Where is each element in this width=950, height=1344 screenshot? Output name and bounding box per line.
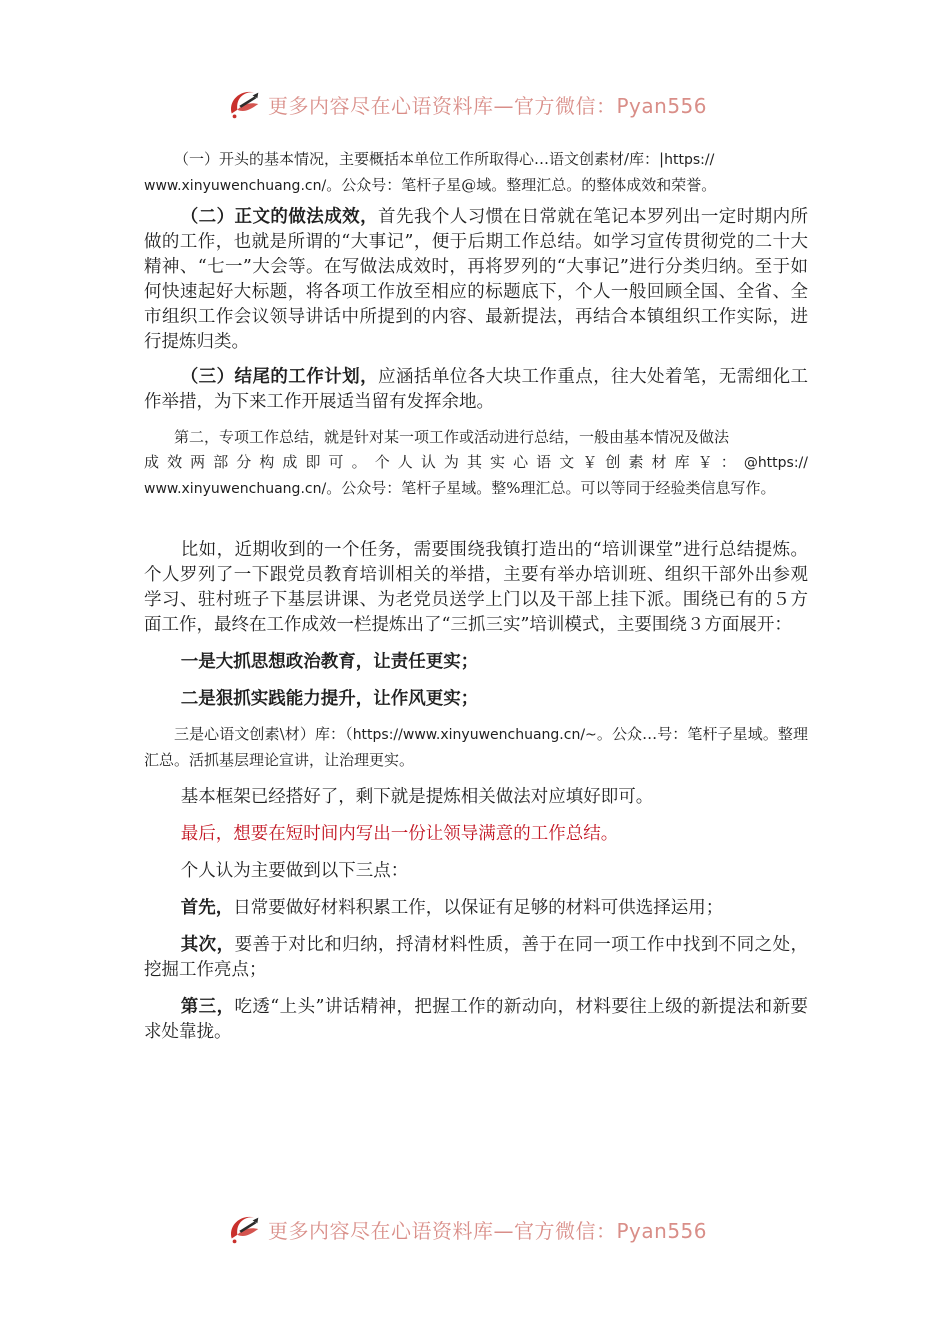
p4-text-rest: 。公众号：笔杆子星域。整%理汇总。可以等同于经验类信息写作。 (326, 479, 776, 497)
p4-url-a: @https:// (743, 455, 808, 471)
paragraph-framework: 基本框架已经搭好了，剩下就是提炼相关做法对应填好即可。 (180, 787, 654, 807)
point-one-text: 一是大抓思想政治教育，让责任更实； (180, 652, 479, 672)
paragraph-three-points: 个人认为主要做到以下三点： (180, 861, 409, 881)
p4-line-2 (144, 450, 808, 476)
paragraph-special-summary (144, 425, 808, 502)
point-third-text: 吃透“上头”讲话精神，把握工作的新动向，材料要往上级的新提法和新要求处靠拢。 (144, 997, 808, 1042)
paragraph-main-text-method (144, 205, 808, 355)
point-three-text-b: 。公众…号：笔杆子星域。整理汇总。活抓基层理论宣讲，让治理更实。 (144, 725, 808, 769)
p4-url-b: www.xinyuwenchuang.cn/ (144, 481, 327, 497)
point-three-url: https://www.xinyuwenchuang.cn/~ (352, 727, 597, 743)
footer-banner (0, 1209, 950, 1249)
p1-text-a: （一）开头的基本情况，主要概括本单位工作所取得心…语文创素材/库：| (174, 150, 665, 168)
point-one (144, 650, 808, 675)
paragraph-basic-situation (144, 147, 808, 199)
point-two (144, 687, 808, 712)
p1-url-a: https:// (664, 152, 715, 168)
document-body (144, 147, 808, 1045)
p4-text: 成效两部分构成即可。个人认为其实心语文￥创素材库￥： (144, 453, 744, 471)
p4-line-3 (144, 476, 808, 502)
point-first-text: 日常要做好材料积累工作，以保证有足够的材料可供选择运用； (233, 898, 724, 918)
point-second-label: 其次， (180, 935, 235, 955)
pen-nib-swirl-logo-icon (226, 1210, 264, 1248)
point-three (144, 722, 808, 773)
point-third-label: 第三， (180, 997, 235, 1017)
header-banner (0, 84, 950, 124)
point-first (144, 896, 808, 921)
point-three-text-a: 三是心语文创素\材）库：（ (174, 725, 353, 743)
p3-heading: （三）结尾的工作计划， (180, 367, 379, 387)
paragraph-ending-plan (144, 365, 808, 415)
p3-text: 应涵括单位各大块工作重点，往大处着笔，无需细化工作举措，为下来工作开展适当留有发挥余地。 (144, 367, 809, 412)
paragraph-finally-red: 最后，想要在短时间内写出一份让领导满意的工作总结。 (180, 824, 619, 844)
paragraph-example: 比如，近期收到的一个任务，需要围绕我镇打造出的“培训课堂”进行总结提炼。个人罗列了一下跟党员教育培训相关的举措，主要有举办培训班、组织干部外出参观学习、驻村班子下基层讲课、为老党员送学上门以及干部上挂下派。围绕已有的５方面工作，最终在工作成效一栏提炼出了“三抓三实”培训模式，主要围绕３方面展开： (144, 540, 808, 635)
banner-text: 更多内容尽在心语资料库—官方微信：Pyan556 (268, 93, 708, 118)
point-second (144, 933, 808, 983)
p1-url-b: www.xinyuwenchuang.cn/ (144, 178, 327, 194)
p2-heading: （二）正文的做法成效， (180, 207, 379, 227)
pen-nib-swirl-logo-icon (226, 85, 264, 123)
point-first-label: 首先， (180, 898, 234, 918)
point-second-text: 要善于对比和归纳，捋清材料性质，善于在同一项工作中找到不同之处，挖掘工作亮点； (144, 935, 809, 980)
banner-text: 更多内容尽在心语资料库—官方微信：Pyan556 (268, 1218, 708, 1243)
p4-line-1: 第二，专项工作总结，就是针对某一项工作或活动进行总结，一般由基本情况及做法 (174, 428, 730, 446)
point-two-text: 二是狠抓实践能力提升，让作风更实； (180, 689, 479, 709)
p2-text: 首先我个人习惯在日常就在笔记本罗列出一定时期内所做的工作，也就是所谓的“大事记”，便于后期工作总结。如学习宣传贯彻党的二十大精神、“七一”大会等。在写做法成效时，再将罗列的“大事记”进行分类归纳。至于如何快速起好大标题，将各项工作放至相应的标题底下，个人一般回顾全国、全省、全市组织工作会议领导讲话中所提到的内容、最新提法，再结合本镇组织工作实际，进行提炼归类。 (144, 207, 809, 352)
p1-text-b: 。公众号：笔杆子星@域。整理汇总。的整体成效和荣誉。 (326, 176, 717, 194)
point-third (144, 995, 808, 1045)
